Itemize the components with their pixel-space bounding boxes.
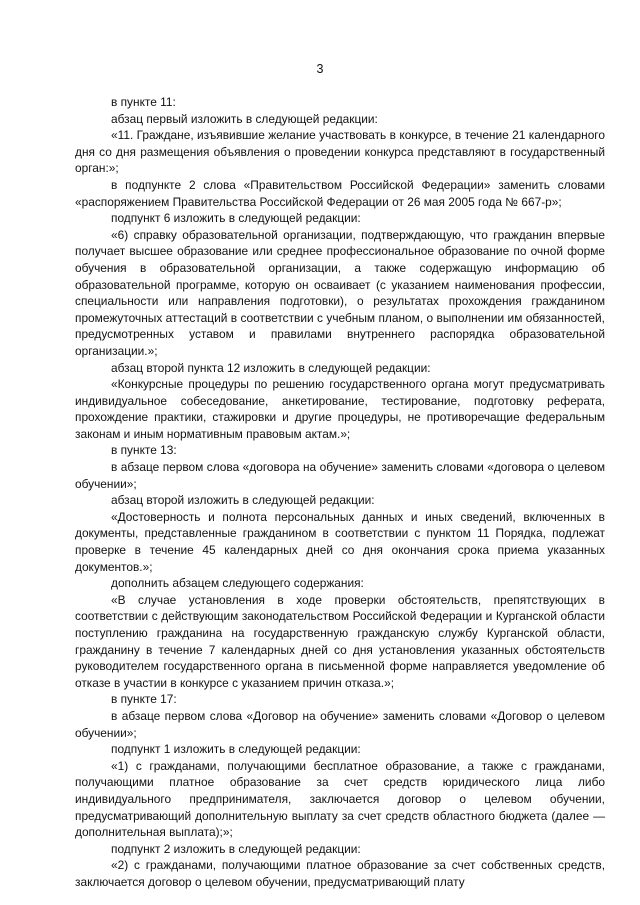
paragraph: подпункт 1 изложить в следующей редакции: bbox=[111, 742, 361, 757]
paragraph: в абзаце первом слова «Договор на обучение» заменить словами «Договор о целевом обучении»; bbox=[75, 708, 605, 740]
paragraph: «Конкурсные процедуры по решению государственного органа могут предусматривать индивидуальное собеседование, анкетирование, тестирование, подготовку реферата, прохождение практики, стажировки и другие процедуры, не противоречащие федеральным законам и иным нормативным правовым актам.»; bbox=[75, 377, 605, 441]
paragraph: дополнить абзацем следующего содержания: bbox=[111, 576, 364, 591]
paragraph: в подпункте 2 слова «Правительством Российской Федерации» заменить словами «распоряжением Правительства Российской Федерации от 26 мая 2005 года № 667-р»; bbox=[75, 177, 605, 209]
paragraph: «Достоверность и полнота персональных данных и иных сведений, включенных в документы, представленные гражданином в соответствии с пунктом 11 Порядка, подлежат проверке в течение 45 календарных дней со дня окончания срока приема указанных документов.»; bbox=[75, 509, 605, 574]
paragraph: «2) с гражданами, получающими платное образование за счет собственных средств, заключается договор о целевом обучении, предусматривающий плату bbox=[75, 858, 605, 889]
page-number: 3 bbox=[316, 62, 324, 76]
paragraph: в пункте 17: bbox=[111, 692, 177, 707]
paragraph: абзац второй пункта 12 изложить в следующей редакции: bbox=[111, 360, 431, 375]
paragraph: абзац первый изложить в следующей редакции: bbox=[111, 111, 378, 126]
paragraph: «6) справку образовательной организации, подтверждающую, что гражданин впервые получает высшее образование или среднее профессиональное образование по очной форме обучения в образовательной организации, а также содержащую информацию об образовательной программе, которую он осваивает (с указанием наименования профессии, специальности или направления подготовки), о результатах прохождения гражданином промежуточных аттестаций в соответствии с учебным планом, о выполнении им обязанностей, предусмотренных уставом и правилами внутреннего распорядка образовательной организации.»; bbox=[75, 227, 605, 358]
paragraph: в пункте 11: bbox=[111, 95, 176, 109]
paragraph: в пункте 13: bbox=[111, 443, 177, 458]
paragraph: в абзаце первом слова «договора на обучение» заменить словами «договора о целевом обучении»; bbox=[75, 460, 605, 491]
paragraph: подпункт 6 изложить в следующей редакции: bbox=[111, 211, 361, 226]
paragraph: «В случае установления в ходе проверки обстоятельств, препятствующих в соответствии с действующим законодательством Российской Федерации и Курганской области поступлению гражданина на государственную гражданскую службу Курганской области, гражданину в течение 7 календарных дней со дня установления указанных обстоятельств руководителем государственного органа в письменной форме направляется уведомление об отказе в участии в конкурсе с указанием причин отказа.»; bbox=[75, 592, 605, 690]
paragraph: подпункт 2 изложить в следующей редакции: bbox=[111, 841, 361, 856]
paragraph: «1) с гражданами, получающими бесплатное образование, а также с гражданами, получающими платное образование за счет средств юридического лица либо индивидуального предпринимателя, заключается договор о целевом обучении, предусматривающий дополнительную выплату за счет средств областного бюджета (далее — дополнительная выплата);»; bbox=[75, 758, 605, 840]
paragraph: «11. Граждане, изъявившие желание участвовать в конкурсе, в течение 21 календарного дня со дня размещения объявления о проведении конкурса представляют в государственный орган:»; bbox=[75, 128, 605, 176]
paragraph: абзац второй изложить в следующей редакции: bbox=[111, 493, 375, 508]
document-body bbox=[75, 94, 605, 891]
